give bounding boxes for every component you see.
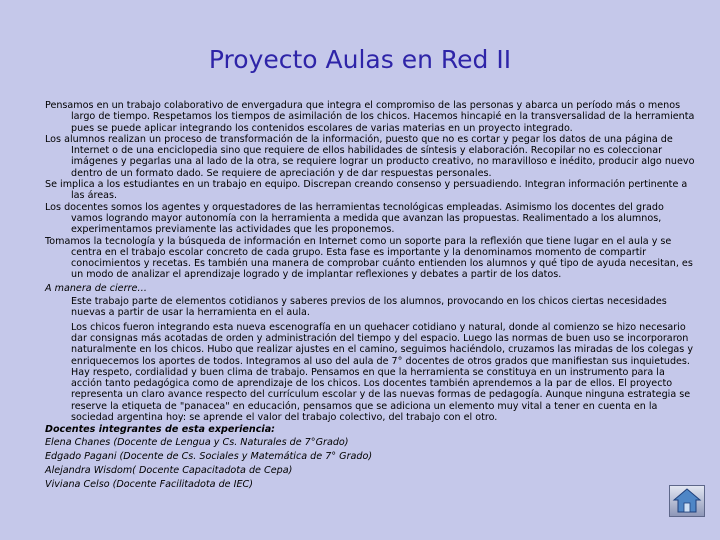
paragraph: Los alumnos realizan un proceso de transformación de la información, puesto que no es cortar y pegar los datos de una página de Internet o de una enciclopedia sino que requiere de ellos habilidades de síntesis y elaboración. Recopilar no es coleccionar imágenes y pegarlas una al lado de la otra, se requiere lograr un producto creativo, no maravilloso e inédito, producir algo nuevo dentro de un formato dado. Se requiere de apreciación y de dar respuestas personales. bbox=[45, 133, 695, 179]
paragraph: Se implica a los estudiantes en un trabajo en equipo. Discrepan creando consenso y persuadiendo. Integran información pertinente a las áreas. bbox=[45, 179, 688, 202]
closing-header: A manera de cierre… bbox=[45, 282, 147, 294]
paragraph: Los docentes somos los agentes y orquestadores de las herramientas tecnológicas empleadas. Asimismo los docentes del grado vamos logrando mayor autonomía con la herramienta a medida que avanzan las propuestas. Realimentado a los alumnos, experimentamos previamente las actividades que les proponemos. bbox=[45, 201, 664, 236]
home-button[interactable] bbox=[669, 485, 705, 517]
page-title: Proyecto Aulas en Red II bbox=[208, 45, 512, 74]
team-member: Edgado Pagani (Docente de Cs. Sociales y Matemática de 7° Grado) bbox=[45, 450, 373, 462]
closing-paragraph: Los chicos fueron integrando esta nueva escenografía en un quehacer cotidiano y natural, donde al comienzo se hizo necesario dar consignas más acotadas de orden y administración del tiempo y del espacio. Luego las normas de buen uso se incorporaron naturalmente en los chicos. Hubo que realizar ajustes en el camino, seguimos haciéndolo, cruzamos las miradas de los colegas y enriquecemos los aportes de todos. Integramos al uso del aula de 7° docentes de otros grados que manifiestan sus inquietudes. Hay respeto, cordialidad y buen clima de trabajo. Pensamos en que la herramienta se constituya en un instrumento para la acción tanto pedagógica como de aprendizaje de los chicos. Los docentes también aprendemos a la par de ellos. El proyecto representa un claro avance respecto del currículum escolar y de las nuevas formas de pedagogía. Aunque ninguna estrategia se reserve la etiqueta de "panacea" en educación, pensamos que se adiciona un elemento muy vital a tener en cuenta en la sociedad argentina hoy: se aprende el valor del trabajo colectivo, del trabajo con el otro. bbox=[71, 321, 694, 424]
team-member: Viviana Celso (Docente Facilitadota de IEC) bbox=[45, 478, 253, 490]
paragraph: Tomamos la tecnología y la búsqueda de información en Internet como un soporte para la reflexión que tiene lugar en el aula y se centra en el trabajo escolar concreto de cada grupo. Esta fase es importante y la denominamos momento de compartir conocimientos y recetas. Es también una manera de comprobar cuánto entienden los alumnos y qué tipo de ayuda necesitan, es un modo de analizar el aprendizaje logrado y de implantar reflexiones y debates a partir de los datos. bbox=[45, 235, 693, 281]
home-icon bbox=[670, 486, 704, 516]
document-body bbox=[45, 100, 695, 492]
team-member: Elena Chanes (Docente de Lengua y Cs. Naturales de 7°Grado) bbox=[45, 436, 349, 448]
team-member: Alejandra Wisdom( Docente Capacitadota de Cepa) bbox=[45, 464, 293, 476]
closing-paragraph: Este trabajo parte de elementos cotidianos y saberes previos de los alumnos, provocando en los chicos ciertas necesidades nuevas a partir de usar la herramienta en el aula. bbox=[71, 296, 667, 319]
paragraph: Pensamos en un trabajo colaborativo de envergadura que integra el compromiso de las personas y abarca un período más o menos largo de tiempo. Respetamos los tiempos de asimilación de los chicos. Hacemos hincapié en la transversalidad de la herramienta pues se puede aplicar integrando los contenidos escolares de varias materias en un proyecto integrado. bbox=[45, 100, 695, 134]
team-header: Docentes integrantes de esta experiencia: bbox=[45, 424, 276, 436]
